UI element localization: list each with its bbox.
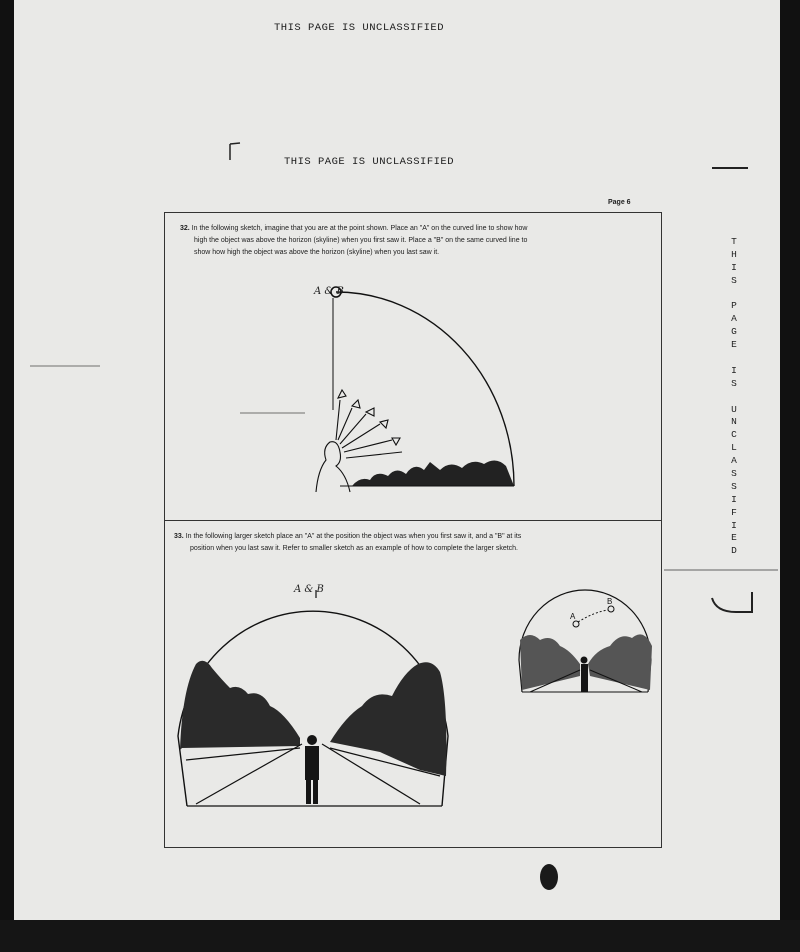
stamp-letter: U — [731, 403, 737, 415]
classification-banner-top: THIS PAGE IS UNCLASSIFIED — [274, 22, 445, 34]
example-person — [581, 664, 588, 692]
stamp-letter: E — [731, 339, 737, 351]
stamp-letter: D — [731, 545, 737, 557]
vertical-classification-stamp — [726, 236, 742, 558]
stamp-letter: F — [731, 506, 737, 518]
stamp-letter: G — [731, 326, 737, 338]
stamp-letter: I — [731, 493, 737, 505]
page-number: Page 6 — [608, 199, 631, 206]
stamp-letter: E — [731, 532, 737, 544]
example-left-trees — [520, 635, 580, 690]
stamp-letter — [726, 391, 742, 404]
question-33-number: 33. — [174, 533, 184, 540]
example-right-trees — [588, 634, 652, 690]
stamp-letter: S — [731, 468, 737, 480]
stamp-letter: S — [731, 377, 737, 389]
stamp-letter: P — [731, 300, 737, 312]
stamp-letter: S — [731, 274, 737, 286]
question-32-line-3: show how high the object was above the horizon (skyline) when you last saw it. — [194, 249, 440, 256]
stamp-letter: I — [731, 519, 737, 531]
question-32-line-2: high the object was above the horizon (skyline) when you first saw it. Place a "B" on the same curved line to — [194, 237, 528, 244]
stamp-letter: I — [731, 364, 737, 376]
classification-banner: THIS PAGE IS UNCLASSIFIED — [284, 156, 455, 168]
stamp-letter: S — [731, 480, 737, 492]
stamp-letter: A — [731, 313, 737, 325]
example-label-b: B — [607, 597, 613, 606]
stamp-letter — [726, 288, 742, 301]
question-33-line-2: position when you last saw it. Refer to smaller sketch as an example of how to complete the larger sketch. — [190, 545, 518, 552]
stamp-letter: C — [731, 429, 737, 441]
stamp-letter: N — [731, 416, 737, 428]
question-33-text: In the following larger sketch place an "A" at the position the object was when you first saw it, and a "B" at its — [185, 533, 522, 540]
stamp-letter: A — [731, 455, 737, 467]
stamp-letter: L — [731, 442, 737, 454]
handwritten-answer-33: A & B — [294, 584, 324, 595]
question-32-number: 32. — [180, 225, 190, 232]
stamp-letter — [726, 352, 742, 365]
handwritten-answer-32: A & B — [314, 286, 344, 297]
example-point-b — [608, 606, 614, 612]
stamp-letter: I — [731, 261, 737, 273]
stamp-letter: H — [731, 248, 737, 260]
stamp-letter: T — [731, 236, 737, 247]
question-32-text: In the following sketch, imagine that you are at the point shown. Place an "A" on the curved line to show how — [191, 225, 528, 232]
example-label-a: A — [570, 612, 576, 621]
